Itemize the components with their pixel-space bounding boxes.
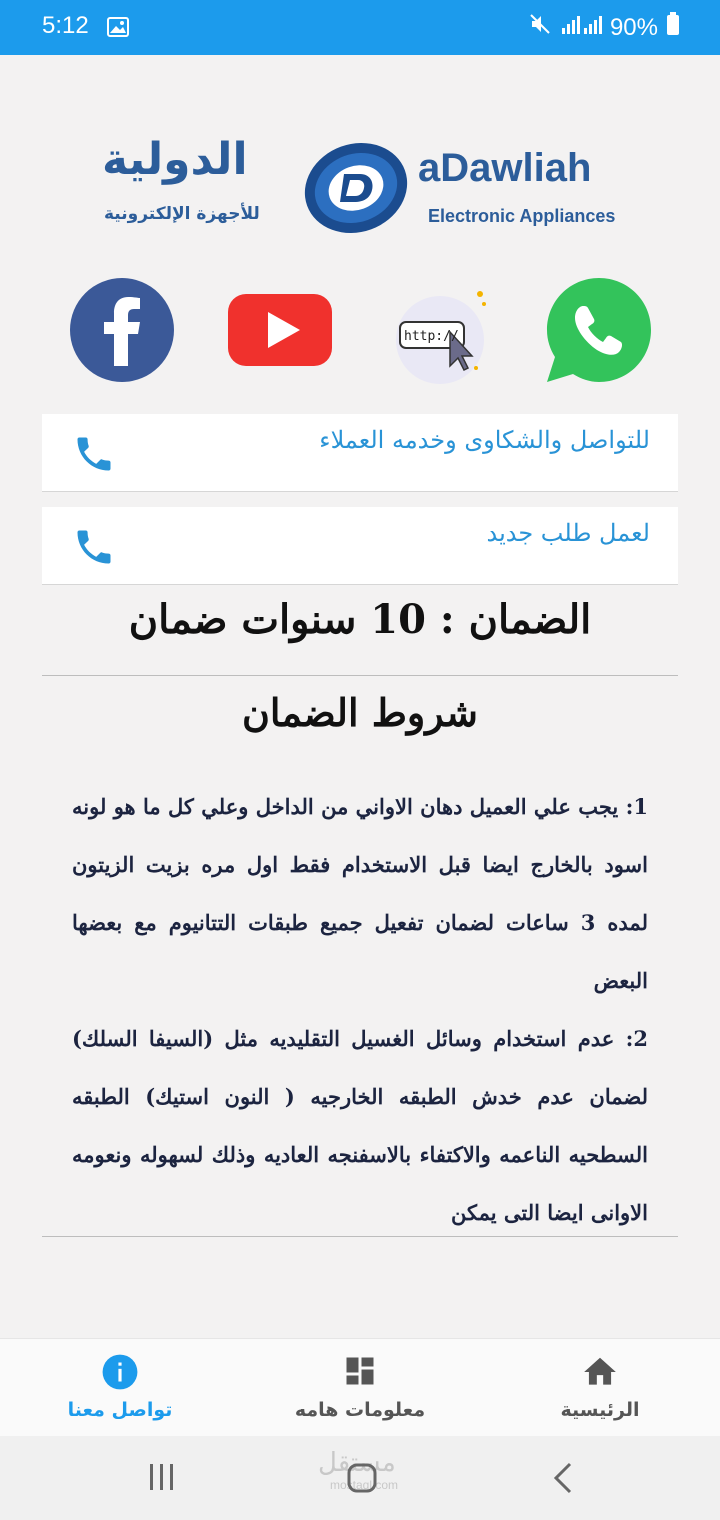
new-order-card[interactable]: [42, 507, 678, 585]
youtube-icon[interactable]: [226, 276, 334, 384]
divider: [42, 1236, 678, 1237]
terms-text[interactable]: [72, 778, 648, 1234]
info-icon: [101, 1353, 139, 1395]
watermark-sub: mostaql.com: [330, 1478, 399, 1492]
brand-logo: [100, 134, 620, 240]
back-icon[interactable]: [552, 1462, 574, 1498]
dashboard-icon: [342, 1353, 378, 1393]
warranty-heading: الضمان : 10 سنوات ضمان: [128, 596, 592, 643]
customer-service-label: للتواصل والشكاوى وخدمه العملاء: [319, 426, 650, 454]
website-url-text: http://: [404, 329, 459, 344]
new-order-label: لعمل طلب جديد: [486, 519, 650, 547]
battery-percent: 90%: [609, 13, 658, 41]
status-bar: [0, 0, 720, 55]
terms-heading: شروط الضمان: [241, 690, 479, 735]
nav-contact-us[interactable]: [0, 1339, 240, 1437]
terms-item: 1: يجب علي العميل دهان الاواني من الداخل وعلي كل ما هو لونه اسود بالخارج ايضا قبل الاستخدام فقط اول مره بزيت الزيتون لمده 3 ساعات لضمان تفعيل جميع طبقات التتانيوم مع بعضها البعض: [72, 794, 648, 993]
mute-icon: [528, 12, 552, 43]
phone-icon: [72, 432, 116, 480]
terms-item: 2: عدم استخدام وسائل الغسيل التقليديه مثل (السيفا السلك) لضمان عدم خدش الطبقه الخارجيه ( النون استيك) الطبقه السطحيه الناعمه والاكتفاء بالاسفنجه العاديه وذلك لسهوله ونعومه الاوانى ايضا التى يمكن: [72, 1026, 648, 1225]
nav-contact-us-label: تواصل معنا: [67, 1399, 173, 1421]
customer-service-card[interactable]: [42, 414, 678, 492]
logo-arabic-sub: للأجهزة الإلكترونية: [104, 204, 260, 224]
nav-important-info-label: معلومات هامه: [294, 1399, 426, 1421]
nav-home-label: الرئيسية: [560, 1399, 640, 1421]
status-time: 5:12: [42, 12, 89, 39]
battery-icon: [666, 12, 680, 43]
home-icon: [581, 1353, 619, 1395]
divider: [42, 675, 678, 676]
home-button-icon[interactable]: [346, 1462, 378, 1498]
signal-icon: [560, 12, 602, 43]
whatsapp-icon[interactable]: [545, 276, 653, 384]
website-icon[interactable]: [390, 288, 490, 388]
bottom-navigation: [0, 1338, 720, 1436]
logo-english-name: aDawliah: [418, 146, 592, 190]
recent-apps-icon[interactable]: [148, 1462, 176, 1496]
system-navigation-bar: [0, 1436, 720, 1520]
watermark-text: مستقل: [318, 1448, 396, 1478]
image-notification-icon: [107, 17, 129, 41]
phone-icon: [72, 525, 116, 573]
logo-english-sub: Electronic Appliances: [428, 206, 616, 226]
nav-important-info[interactable]: [240, 1339, 480, 1437]
logo-arabic-name: الدولية: [102, 134, 248, 185]
logo-mark-icon: [300, 140, 412, 244]
nav-home[interactable]: [480, 1339, 720, 1437]
facebook-icon[interactable]: [68, 276, 176, 384]
